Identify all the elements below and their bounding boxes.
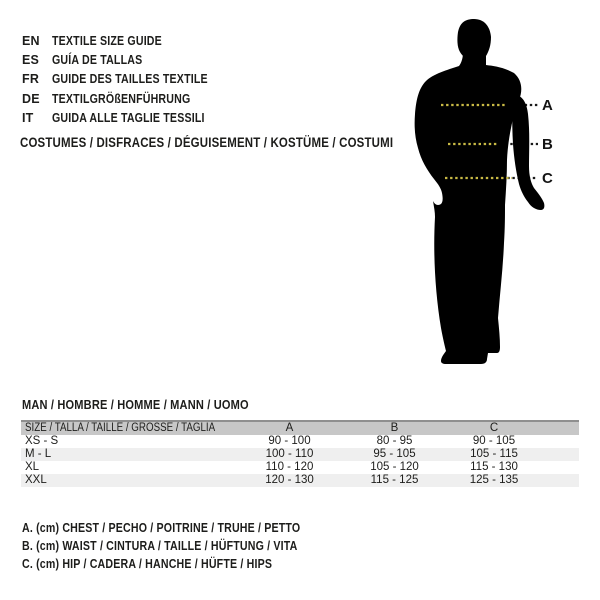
size-cell: XL	[25, 461, 40, 473]
language-row-de	[22, 89, 235, 108]
size-cell: XS - S	[25, 435, 59, 447]
value-cell-b: 105 - 120	[370, 461, 419, 473]
value-cell-c: 90 - 105	[472, 435, 516, 447]
measurement-legend	[22, 519, 349, 573]
legend-row-waist: B. (cm) WAIST / CINTURA / TAILLE / HÜFTUNG / VITA	[22, 539, 298, 553]
silhouette-body	[415, 52, 522, 364]
language-row-it	[22, 109, 235, 128]
language-code: IT	[22, 111, 34, 126]
language-row-fr	[22, 70, 235, 89]
language-list	[22, 31, 235, 128]
value-cell-b: 95 - 105	[373, 448, 416, 460]
table-row-m-l	[21, 448, 579, 461]
language-label: GUIDE DES TAILLES TEXTILE	[52, 72, 208, 87]
value-cell-b: 80 - 95	[376, 435, 413, 447]
value-cell-b: 115 - 125	[370, 474, 419, 486]
size-table	[21, 420, 579, 487]
size-column-header: SIZE / TALLA / TAILLE / GRÖSSE / TAGLIA	[25, 422, 216, 434]
language-code: ES	[22, 53, 40, 68]
column-header-b: B	[390, 422, 399, 434]
table-row-xxl	[21, 474, 579, 487]
section-title: MAN / HOMBRE / HOMME / MANN / UOMO	[22, 397, 249, 412]
language-code: DE	[22, 91, 40, 106]
language-label: TEXTILE SIZE GUIDE	[52, 33, 162, 48]
man-silhouette-figure	[400, 10, 590, 380]
man-silhouette-icon	[400, 10, 590, 380]
value-cell-c: 115 - 130	[470, 461, 518, 473]
measure-label-c: C	[542, 170, 553, 187]
value-cell-a: 110 - 120	[265, 461, 314, 473]
language-code: FR	[22, 72, 40, 87]
language-label: GUÍA DE TALLAS	[52, 53, 143, 68]
category-title: COSTUMES / DISFRACES / DÉGUISEMENT / KOSTÜME / COSTUMI	[20, 135, 394, 150]
language-code: EN	[22, 33, 40, 48]
language-label: GUIDA ALLE TAGLIE TESSILI	[52, 111, 205, 126]
value-cell-c: 105 - 115	[470, 448, 518, 460]
size-cell: M - L	[25, 448, 52, 460]
table-row-xs-s	[21, 435, 579, 448]
size-cell: XXL	[25, 474, 47, 486]
language-row-es	[22, 50, 235, 69]
table-header-row	[21, 420, 579, 435]
legend-row-chest: A. (cm) CHEST / PECHO / POITRINE / TRUHE / PETTO	[22, 521, 301, 535]
measure-label-a: A	[542, 97, 553, 114]
measure-label-b: B	[542, 136, 553, 153]
value-cell-a: 90 - 100	[268, 435, 311, 447]
silhouette-right-arm	[512, 95, 544, 210]
table-row-xl	[21, 461, 579, 474]
column-header-c: C	[489, 422, 499, 434]
legend-row-hip: C. (cm) HIP / CADERA / HANCHE / HÜFTE / HIPS	[22, 557, 273, 571]
language-row-en	[22, 31, 235, 50]
value-cell-a: 100 - 110	[265, 448, 314, 460]
value-cell-c: 125 - 135	[469, 474, 519, 486]
value-cell-a: 120 - 130	[265, 474, 314, 486]
language-label: TEXTILGRÖßENFÜHRUNG	[52, 91, 191, 106]
column-header-a: A	[285, 422, 294, 434]
